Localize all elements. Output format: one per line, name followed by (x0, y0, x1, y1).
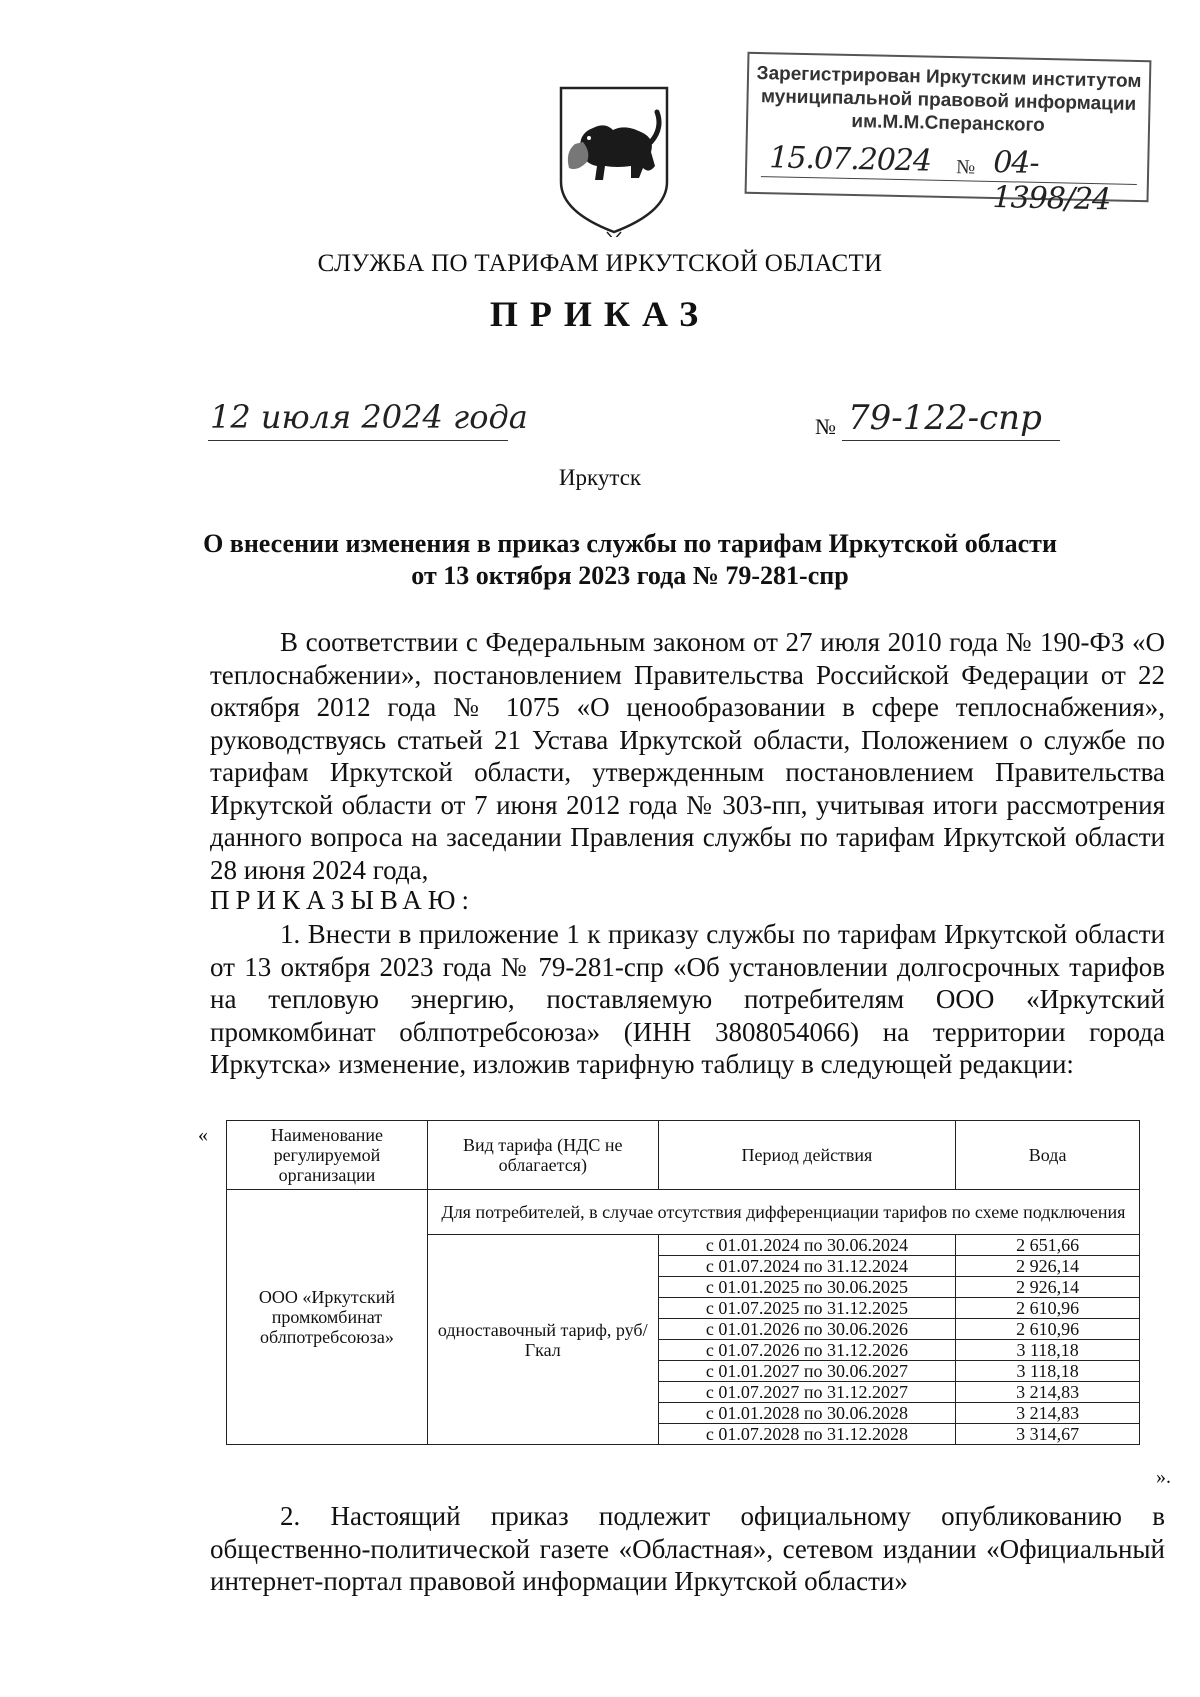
cell-tariff-type: одноставочный тариф, руб/Гкал (427, 1235, 658, 1445)
cell-value: 2 651,66 (956, 1235, 1140, 1256)
order-heading-line-1: О внесении изменения в приказ службы по тарифам Иркутской области (203, 529, 1057, 558)
cell-period: с 01.01.2027 по 30.06.2027 (658, 1361, 956, 1382)
cell-value: 2 610,96 (956, 1298, 1140, 1319)
document-type-title: ПРИКАЗ (489, 294, 711, 334)
header-water: Вода (956, 1121, 1140, 1190)
cell-value: 3 214,83 (956, 1403, 1140, 1424)
cell-period: с 01.07.2025 по 31.12.2025 (658, 1298, 956, 1319)
cell-value: 3 118,18 (956, 1340, 1140, 1361)
stamp-number-label: № (955, 156, 976, 179)
item-2-paragraph: 2. Настоящий приказ подлежит официальному опубликованию в общественно-политической газете «Областная», сетевом издании «Официальный интернет-портал правовой информации Иркутской области» (210, 1501, 1165, 1596)
order-date-handwritten: 12 июля 2024 года (210, 398, 528, 436)
coat-of-arms-emblem (547, 82, 681, 237)
date-underline (208, 440, 508, 441)
order-word: ПРИКАЗЫВАЮ: (210, 885, 475, 915)
table-quote-close: ». (1156, 1466, 1171, 1488)
organization-name: СЛУЖБА ПО ТАРИФАМ ИРКУТСКОЙ ОБЛАСТИ (317, 250, 883, 277)
header-tariff-type: Вид тарифа (НДС не облагается) (427, 1121, 658, 1190)
table-quote-open: « (198, 1124, 208, 1146)
cell-subheader: Для потребителей, в случае отсутствия дифференциации тарифов по схеме подключения (427, 1190, 1139, 1235)
cell-value: 2 926,14 (956, 1256, 1140, 1277)
cell-period: с 01.07.2027 по 31.12.2027 (658, 1382, 956, 1403)
number-underline (842, 440, 1060, 441)
cell-value: 3 118,18 (956, 1361, 1140, 1382)
stamp-line-2: муниципальной правовой информации (760, 86, 1137, 115)
header-organization: Наименование регулируемой организации (227, 1121, 428, 1190)
table-subheader-row (227, 1190, 1140, 1235)
item-1-paragraph: 1. Внести в приложение 1 к приказу службы по тарифам Иркутской области от 13 октября 2023 года № 79-281-спр «Об установлении долгосрочных тарифов на тепловую энергию, поставляемую потребителям ООО «Иркутский промкомбинат облпотребсоюза» (ИНН 3808054066) на территории города Иркутска» изменение, изложив тарифную таблицу в следующей редакции: (210, 919, 1165, 1079)
cell-value: 2 610,96 (956, 1319, 1140, 1340)
order-heading (190, 528, 1070, 592)
cell-value: 3 314,67 (956, 1424, 1140, 1445)
cell-period: с 01.07.2028 по 31.12.2028 (658, 1424, 956, 1445)
cell-period: с 01.07.2026 по 31.12.2026 (658, 1340, 956, 1361)
order-heading-line-2: от 13 октября 2023 года № 79-281-спр (411, 561, 849, 590)
registration-stamp (745, 52, 1152, 218)
order-number-label: № (815, 414, 836, 439)
cell-period: с 01.01.2025 по 30.06.2025 (658, 1277, 956, 1298)
cell-period: с 01.01.2026 по 30.06.2026 (658, 1319, 956, 1340)
cell-period: с 01.07.2024 по 31.12.2024 (658, 1256, 956, 1277)
cell-period: с 01.01.2024 по 30.06.2024 (658, 1235, 956, 1256)
tariff-table (226, 1120, 1140, 1445)
cell-organization: ООО «Иркутский промкомбинат облпотребсоюза» (227, 1190, 428, 1445)
stamp-line-3: им.М.М.Сперанского (851, 110, 1045, 137)
stamp-registration-row (761, 140, 1138, 218)
stamp-line-1: Зарегистрирован Иркутским институтом (756, 62, 1142, 93)
table-header-row (227, 1121, 1140, 1190)
cell-value: 2 926,14 (956, 1277, 1140, 1298)
intro-paragraph: В соответствии с Федеральным законом от 27 июля 2010 года № 190-ФЗ «О теплоснабжении», постановлением Правительства Российской Федерации от 22 октября 2012 года № 1075 «О ценообразовании в сфере теплоснабжения», руководствуясь статьей 21 Устава Иркутской области, Положением о службе по тарифам Иркутской области, утвержденным постановлением Правительства Иркутской области от 7 июня 2012 года № 303-пп, учитывая итоги рассмотрения данного вопроса на заседании Правления службы по тарифам Иркутской области 28 июня 2024 года, (210, 627, 1165, 885)
cell-value: 3 214,83 (956, 1382, 1140, 1403)
cell-period: с 01.01.2028 по 30.06.2028 (658, 1403, 956, 1424)
stamp-registration-number: 04-1398/24 (992, 144, 1111, 218)
order-number-handwritten: 79-122-спр (848, 398, 1042, 438)
header-period: Период действия (658, 1121, 956, 1190)
city-name: Иркутск (558, 465, 642, 490)
stamp-registration-date: 15.07.2024 (768, 140, 932, 179)
